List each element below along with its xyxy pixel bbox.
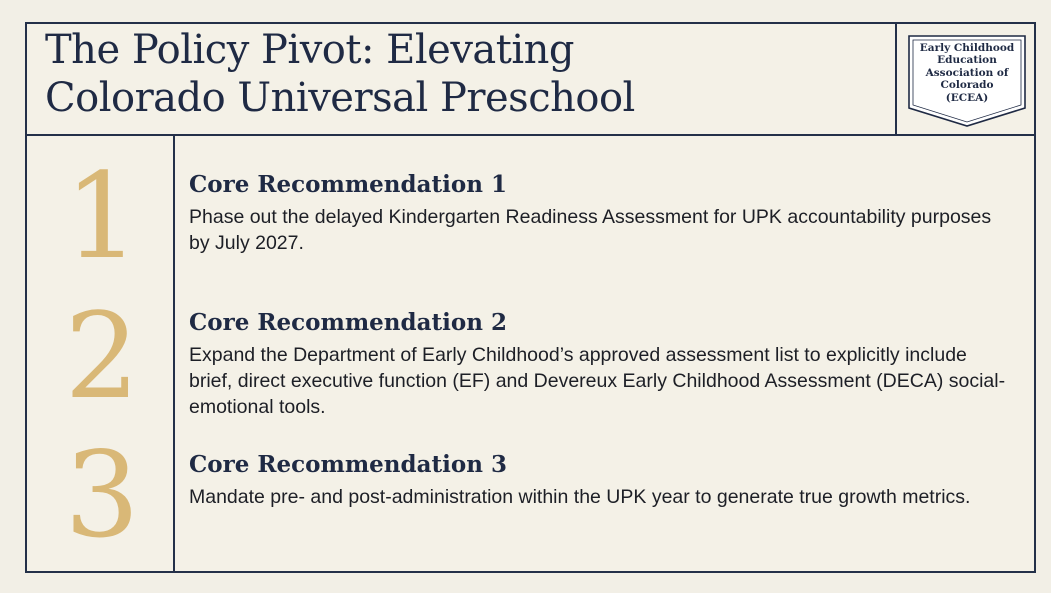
badge-line: Education xyxy=(937,54,997,67)
numeral-1: 1 xyxy=(64,147,140,285)
numeral-column-divider xyxy=(173,136,175,573)
recommendation-heading: Core Recommendation 2 xyxy=(189,309,507,336)
ecea-badge xyxy=(907,34,1027,128)
title-line-2: Colorado Universal Preschool xyxy=(45,75,635,121)
recommendation-heading: Core Recommendation 1 xyxy=(189,171,507,198)
slide xyxy=(25,22,1036,573)
recommendation-2 xyxy=(189,308,1009,420)
numeral-2: 2 xyxy=(64,287,140,425)
numeral-3: 3 xyxy=(64,426,140,564)
badge-line: Colorado xyxy=(940,79,994,92)
title-line-1: The Policy Pivot: Elevating xyxy=(45,27,574,73)
recommendation-1 xyxy=(189,170,1009,256)
recommendation-body: Phase out the delayed Kindergarten Readiness Assessment for UPK accountability purposes by July 2027. xyxy=(189,206,992,254)
recommendation-3 xyxy=(189,450,1009,510)
recommendation-body: Mandate pre- and post-administration within the UPK year to generate true growth metrics. xyxy=(189,486,971,508)
badge-line: Association of xyxy=(925,66,1009,79)
badge-text xyxy=(913,42,1021,104)
badge-divider xyxy=(895,24,897,134)
badge-line: (ECEA) xyxy=(945,91,989,104)
badge-line: Early Childhood xyxy=(919,42,1015,54)
recommendation-heading: Core Recommendation 3 xyxy=(189,451,507,478)
page-title xyxy=(45,26,885,122)
recommendation-body: Expand the Department of Early Childhood’s approved assessment list to explicitly include brief, direct executive function (EF) and Devereux Early Childhood Assessment (DECA) social-emotional tools. xyxy=(189,344,1006,418)
header-divider xyxy=(27,134,1034,136)
